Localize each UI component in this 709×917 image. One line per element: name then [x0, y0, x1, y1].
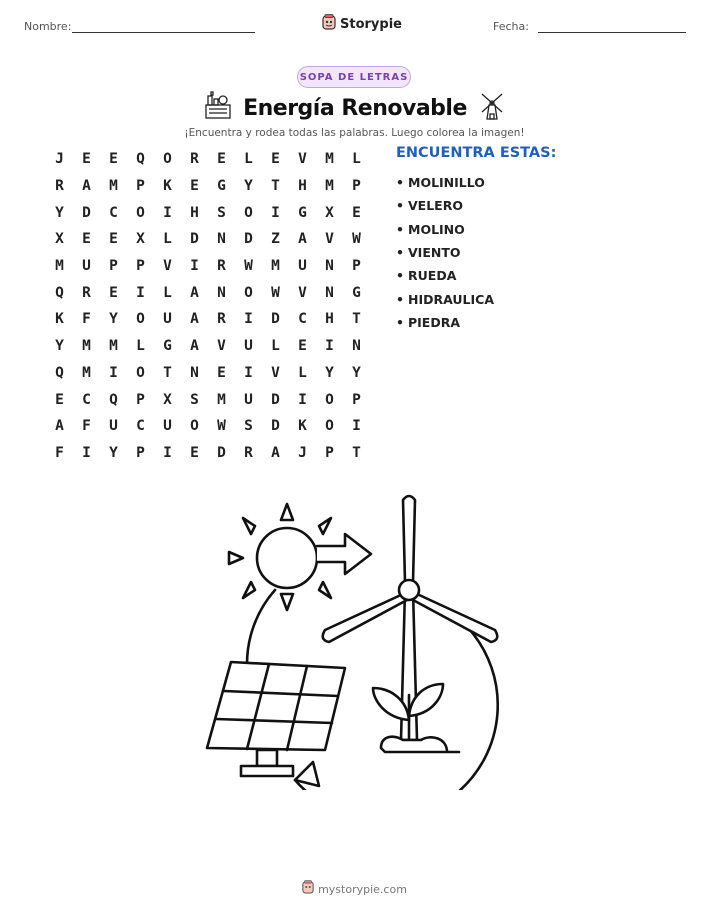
grid-letter[interactable]: C: [109, 204, 118, 221]
grid-letter[interactable]: K: [55, 311, 64, 328]
grid-letter[interactable]: E: [217, 151, 226, 168]
grid-letter[interactable]: R: [82, 284, 91, 301]
power-plant-icon: [203, 91, 233, 126]
grid-letter[interactable]: U: [163, 311, 172, 328]
grid-letter[interactable]: H: [190, 204, 199, 221]
grid-letter[interactable]: W: [244, 258, 253, 275]
grid-letter[interactable]: X: [163, 391, 172, 408]
grid-letter[interactable]: D: [217, 444, 226, 461]
grid-letter[interactable]: G: [298, 204, 307, 221]
grid-letter[interactable]: G: [217, 178, 226, 195]
grid-letter[interactable]: R: [190, 151, 199, 168]
storypie-logo-icon: [322, 14, 336, 35]
grid-letter[interactable]: I: [352, 418, 361, 435]
grid-letter[interactable]: O: [136, 311, 145, 328]
grid-letter[interactable]: O: [244, 284, 253, 301]
grid-letter[interactable]: D: [190, 231, 199, 248]
date-line[interactable]: [538, 32, 686, 33]
grid-letter[interactable]: V: [298, 284, 307, 301]
grid-letter[interactable]: O: [190, 418, 199, 435]
grid-letter[interactable]: N: [325, 258, 334, 275]
grid-letter[interactable]: E: [109, 231, 118, 248]
grid-letter[interactable]: M: [325, 151, 334, 168]
page-title: [200, 92, 510, 124]
grid-letter[interactable]: M: [217, 391, 226, 408]
grid-letter[interactable]: O: [325, 418, 334, 435]
grid-letter[interactable]: Q: [55, 284, 64, 301]
grid-letter[interactable]: Z: [271, 231, 280, 248]
grid-letter[interactable]: W: [271, 284, 280, 301]
grid-letter[interactable]: U: [163, 418, 172, 435]
grid-letter[interactable]: T: [271, 178, 280, 195]
grid-letter[interactable]: K: [298, 418, 307, 435]
word-list-item: • MOLINO: [396, 218, 494, 241]
grid-letter[interactable]: P: [136, 391, 145, 408]
grid-letter[interactable]: F: [55, 444, 64, 461]
grid-letter[interactable]: E: [298, 338, 307, 355]
grid-letter[interactable]: E: [352, 204, 361, 221]
grid-letter[interactable]: O: [136, 204, 145, 221]
grid-letter[interactable]: T: [163, 364, 172, 381]
grid-letter[interactable]: I: [271, 204, 280, 221]
grid-letter[interactable]: I: [82, 444, 91, 461]
sun-icon: [229, 504, 331, 610]
grid-letter[interactable]: E: [190, 178, 199, 195]
grid-letter[interactable]: O: [244, 204, 253, 221]
name-label: Nombre:: [24, 20, 72, 33]
grid-letter[interactable]: M: [325, 178, 334, 195]
grid-letter[interactable]: L: [271, 338, 280, 355]
grid-letter[interactable]: P: [136, 178, 145, 195]
grid-letter[interactable]: U: [109, 418, 118, 435]
grid-letter[interactable]: P: [325, 444, 334, 461]
grid-letter[interactable]: M: [109, 178, 118, 195]
grid-letter[interactable]: M: [271, 258, 280, 275]
category-badge: SOPA DE LETRAS: [297, 66, 411, 88]
grid-letter[interactable]: U: [82, 258, 91, 275]
grid-letter[interactable]: H: [325, 311, 334, 328]
word-list-item: • RUEDA: [396, 264, 494, 287]
grid-letter[interactable]: R: [244, 444, 253, 461]
renewable-energy-illustration[interactable]: [195, 490, 515, 795]
grid-letter[interactable]: E: [217, 364, 226, 381]
grid-letter[interactable]: A: [82, 178, 91, 195]
title-text: Energía Renovable: [243, 95, 467, 121]
grid-letter[interactable]: C: [136, 418, 145, 435]
grid-letter[interactable]: P: [352, 178, 361, 195]
grid-letter[interactable]: N: [190, 364, 199, 381]
grid-letter[interactable]: H: [298, 178, 307, 195]
grid-letter[interactable]: Y: [55, 338, 64, 355]
grid-letter[interactable]: L: [244, 151, 253, 168]
grid-letter[interactable]: D: [271, 418, 280, 435]
grid-letter[interactable]: P: [352, 258, 361, 275]
grid-letter[interactable]: U: [298, 258, 307, 275]
grid-letter[interactable]: I: [325, 338, 334, 355]
grid-letter[interactable]: O: [163, 151, 172, 168]
grid-letter[interactable]: T: [352, 444, 361, 461]
grid-letter[interactable]: I: [136, 284, 145, 301]
grid-letter[interactable]: Y: [55, 204, 64, 221]
grid-letter[interactable]: F: [82, 418, 91, 435]
grid-letter[interactable]: E: [55, 391, 64, 408]
grid-letter[interactable]: P: [109, 258, 118, 275]
brand-logo: [322, 14, 402, 35]
grid-letter[interactable]: S: [244, 418, 253, 435]
footer-url[interactable]: mystorypie.com: [318, 883, 407, 896]
date-label: Fecha:: [493, 20, 529, 33]
grid-letter[interactable]: A: [298, 231, 307, 248]
word-list-item: • MOLINILLO: [396, 171, 494, 194]
word-search-grid[interactable]: [46, 146, 370, 466]
grid-letter[interactable]: E: [82, 151, 91, 168]
grid-letter[interactable]: M: [82, 364, 91, 381]
grid-letter[interactable]: R: [217, 311, 226, 328]
word-list-heading: ENCUENTRA ESTAS:: [396, 145, 557, 161]
grid-letter[interactable]: V: [217, 338, 226, 355]
grid-letter[interactable]: W: [217, 418, 226, 435]
word-list-item: • VELERO: [396, 194, 494, 217]
grid-letter[interactable]: E: [82, 231, 91, 248]
grid-letter[interactable]: A: [190, 338, 199, 355]
grid-letter[interactable]: A: [190, 284, 199, 301]
grid-letter[interactable]: S: [217, 204, 226, 221]
grid-letter[interactable]: O: [136, 364, 145, 381]
grid-letter[interactable]: I: [298, 391, 307, 408]
grid-letter[interactable]: I: [244, 311, 253, 328]
grid-letter[interactable]: S: [190, 391, 199, 408]
grid-letter[interactable]: Y: [244, 178, 253, 195]
footer: [0, 880, 709, 899]
grid-letter[interactable]: I: [163, 444, 172, 461]
grid-letter[interactable]: E: [190, 444, 199, 461]
grid-letter[interactable]: X: [325, 204, 334, 221]
grid-letter[interactable]: D: [82, 204, 91, 221]
grid-letter[interactable]: V: [163, 258, 172, 275]
grid-letter[interactable]: Y: [109, 444, 118, 461]
grid-letter[interactable]: W: [352, 231, 361, 248]
grid-letter[interactable]: Q: [55, 364, 64, 381]
grid-letter[interactable]: A: [55, 418, 64, 435]
grid-letter[interactable]: N: [217, 284, 226, 301]
grid-letter[interactable]: G: [163, 338, 172, 355]
grid-letter[interactable]: E: [109, 151, 118, 168]
grid-letter[interactable]: O: [325, 391, 334, 408]
grid-letter[interactable]: I: [109, 364, 118, 381]
instructions: ¡Encuentra y rodea todas las palabras. Luego colorea la imagen!: [184, 127, 525, 139]
grid-letter[interactable]: N: [325, 284, 334, 301]
grid-letter[interactable]: L: [298, 364, 307, 381]
grid-letter[interactable]: Y: [109, 311, 118, 328]
grid-letter[interactable]: L: [352, 151, 361, 168]
grid-letter[interactable]: C: [298, 311, 307, 328]
grid-letter[interactable]: P: [136, 444, 145, 461]
word-list-item: • HIDRAULICA: [396, 287, 494, 310]
grid-letter[interactable]: F: [82, 311, 91, 328]
grid-letter[interactable]: P: [352, 391, 361, 408]
grid-letter[interactable]: M: [82, 338, 91, 355]
grid-letter[interactable]: T: [352, 311, 361, 328]
brand-name: Storypie: [340, 17, 402, 32]
grid-letter[interactable]: R: [55, 178, 64, 195]
grid-letter[interactable]: L: [163, 284, 172, 301]
grid-letter[interactable]: N: [352, 338, 361, 355]
grid-letter[interactable]: I: [190, 258, 199, 275]
windmill-icon: [477, 91, 507, 126]
grid-letter[interactable]: M: [109, 338, 118, 355]
solar-panel-icon: [207, 662, 345, 776]
grid-letter[interactable]: Q: [136, 151, 145, 168]
grid-letter[interactable]: V: [325, 231, 334, 248]
grid-letter[interactable]: L: [163, 231, 172, 248]
grid-letter[interactable]: D: [271, 311, 280, 328]
grid-letter[interactable]: Y: [325, 364, 334, 381]
grid-letter[interactable]: V: [271, 364, 280, 381]
grid-letter[interactable]: D: [271, 391, 280, 408]
grid-letter[interactable]: E: [109, 284, 118, 301]
grid-letter[interactable]: E: [271, 151, 280, 168]
grid-letter[interactable]: Y: [352, 364, 361, 381]
name-line[interactable]: [72, 32, 255, 33]
grid-letter[interactable]: G: [352, 284, 361, 301]
grid-letter[interactable]: N: [217, 231, 226, 248]
grid-letter[interactable]: C: [82, 391, 91, 408]
grid-letter[interactable]: A: [271, 444, 280, 461]
grid-letter[interactable]: J: [298, 444, 307, 461]
grid-letter[interactable]: V: [298, 151, 307, 168]
grid-letter[interactable]: X: [55, 231, 64, 248]
grid-letter[interactable]: P: [136, 258, 145, 275]
grid-letter[interactable]: I: [163, 204, 172, 221]
grid-letter[interactable]: J: [55, 151, 64, 168]
grid-letter[interactable]: M: [55, 258, 64, 275]
grid-letter[interactable]: K: [163, 178, 172, 195]
grid-letter[interactable]: U: [244, 391, 253, 408]
grid-letter[interactable]: I: [244, 364, 253, 381]
arrow-icon: [317, 534, 371, 574]
grid-letter[interactable]: L: [136, 338, 145, 355]
storypie-logo-icon: [302, 880, 314, 899]
grid-letter[interactable]: X: [136, 231, 145, 248]
grid-letter[interactable]: A: [190, 311, 199, 328]
word-list: [396, 171, 494, 334]
grid-letter[interactable]: R: [217, 258, 226, 275]
grid-letter[interactable]: D: [244, 231, 253, 248]
grid-letter[interactable]: U: [244, 338, 253, 355]
word-list-item: • VIENTO: [396, 241, 494, 264]
word-list-item: • PIEDRA: [396, 311, 494, 334]
grid-letter[interactable]: Q: [109, 391, 118, 408]
